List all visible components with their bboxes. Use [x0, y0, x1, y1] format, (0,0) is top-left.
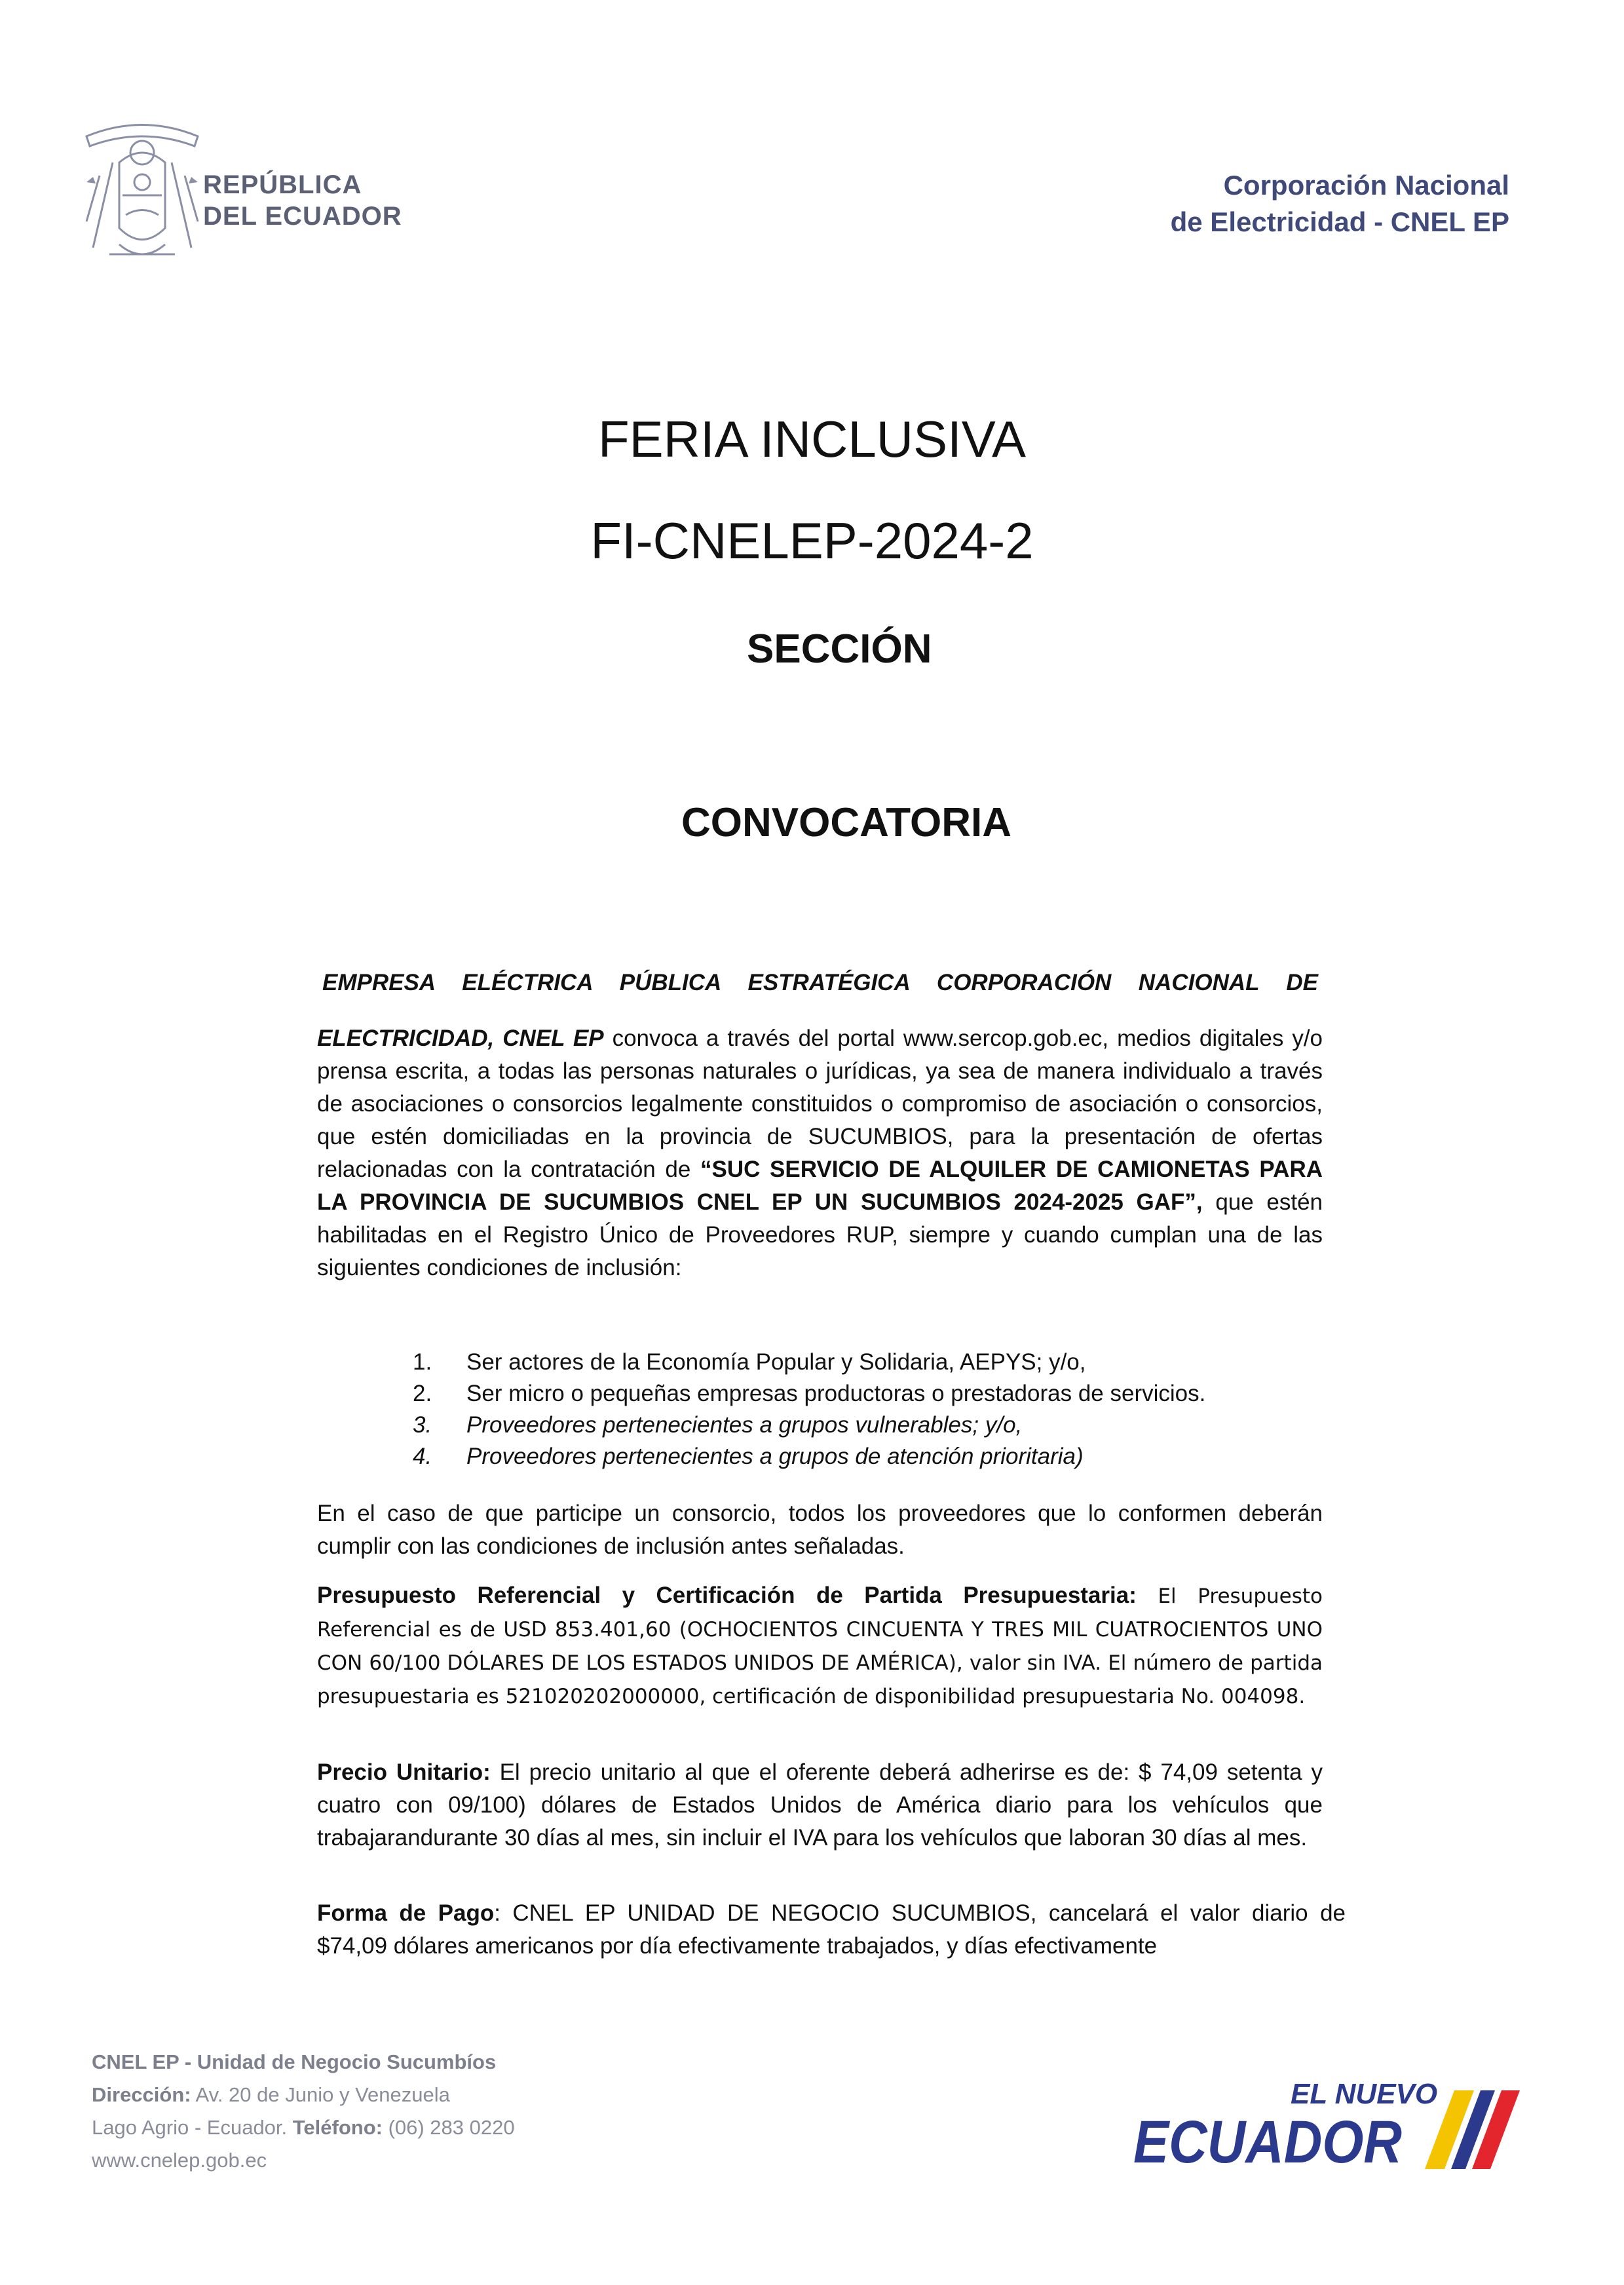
list-item: 4. Proveedores pertenecientes a grupos de atención prioritaria): [413, 1444, 1084, 1469]
logo-main-text: ECUADOR: [1133, 2109, 1402, 2176]
title-section: SECCIÓN: [747, 626, 932, 672]
pago-label: Forma de Pago: [317, 1900, 495, 1926]
paragraph-pago: [317, 1897, 1346, 1963]
entity-name: ELECTRICIDAD, CNEL EP: [317, 1026, 604, 1051]
logo-top-text: EL NUEVO: [1291, 2078, 1438, 2110]
cnel-name: [1171, 167, 1509, 240]
footer-unit: CNEL EP - Unidad de Negocio Sucumbíos: [92, 2050, 497, 2073]
precio-label: Precio Unitario:: [317, 1759, 491, 1785]
title-feria: FERIA INCLUSIVA: [597, 410, 1027, 468]
flag-stripes-icon: [1425, 2090, 1520, 2169]
presupuesto-text: El Presupuesto Referencial es de USD 853.401,60 (OCHOCIENTOS CINCUENTA Y TRES MIL CUATROCIENTOS UNO CON 60/100 DÓLARES DE LOS ESTADOS UNIDOS DE AMÉRICA), valor sin IVA. El número de partida presupuestaria es 521020202000000, certificación de disponibilidad presupuestaria No. 004098.: [317, 1584, 1323, 1708]
republic-line2: DEL ECUADOR: [203, 202, 402, 231]
presupuesto-label: Presupuesto Referencial y Certificación de Partida Presupuestaria:: [317, 1583, 1137, 1608]
paragraph-consorcio: En el caso de que participe un consorcio, todos los proveedores que lo conformen deberán cumplir con las condiciones de inclusión antes señaladas.: [317, 1501, 1323, 1559]
list-item: 3. Proveedores pertenecientes a grupos vulnerables; y/o,: [413, 1412, 1023, 1438]
paragraph-convocatoria: [317, 1022, 1323, 1284]
title-convocatoria: CONVOCATORIA: [681, 800, 1012, 845]
footer-address: [92, 2046, 515, 2177]
footer-tel-value: (06) 283 0220: [382, 2116, 515, 2139]
p1-text1: convoca a través del portal www.sercop.gob.ec, medios digitales y/o prensa escrita, a todas las personas naturales o jurídicas, ya sea de manera individualo a través de asociaciones o consorcios legalmente constituidos o compromiso de asociación o consorcios, que estén domiciliadas en la provincia de SUCUMBIOS, para la presentación de ofertas relacionadas con la contratación de: [317, 1026, 1323, 1182]
footer-dir-value: Av. 20 de Junio y Venezuela: [191, 2083, 450, 2106]
list-item: 2. Ser micro o pequeñas empresas productoras o prestadoras de servicios.: [413, 1381, 1206, 1406]
contract-name: “SUC SERVICIO DE ALQUILER DE CAMIONETAS PARA LA PROVINCIA DE SUCUMBIOS CNEL EP UN SUCUMBIOS 2024-2025 GAF”,: [317, 1157, 1323, 1215]
inclusion-list: [413, 1347, 1205, 1472]
paragraph-presupuesto: [317, 1579, 1323, 1713]
list-item: 1. Ser actores de la Economía Popular y Solidaria, AEPYS; y/o,: [413, 1349, 1086, 1375]
lead-line: EMPRESA ELÉCTRICA PÚBLICA ESTRATÉGICA CORPORACIÓN NACIONAL DE: [322, 970, 1318, 995]
footer-tel-label: Teléfono:: [292, 2116, 383, 2139]
el-nuevo-ecuador-logo: [1127, 2071, 1533, 2182]
paragraph-precio: [317, 1756, 1323, 1854]
republic-line1: REPÚBLICA: [203, 170, 362, 199]
coat-of-arms-icon: [73, 117, 211, 267]
footer-city: Lago Agrio - Ecuador.: [92, 2116, 293, 2139]
republic-name: [203, 169, 402, 232]
cnel-line2: de Electricidad - CNEL EP: [1170, 206, 1509, 237]
p1-text2: que estén habilitadas en el Registro Único de Proveedores RUP, siempre y cuando cumplan una de las siguientes condiciones de inclusión:: [317, 1189, 1323, 1280]
title-code: FI-CNELEP-2024-2: [590, 512, 1034, 569]
precio-text: El precio unitario al que el oferente deberá adherirse es de: $ 74,09 setenta y cuatro con 09/100) dólares de Estados Unidos de América diario para los vehículos que trabajarandurante 30 días al mes, sin incluir el IVA para los vehículos que laboran 30 días al mes.: [317, 1759, 1323, 1851]
cnel-line1: Corporación Nacional: [1223, 170, 1509, 201]
footer-dir-label: Dirección:: [92, 2083, 191, 2106]
footer-web: www.cnelep.gob.ec: [92, 2149, 267, 2172]
pago-text: : CNEL EP UNIDAD DE NEGOCIO SUCUMBIOS, cancelará el valor diario de $74,09 dólares americanos por día efectivamente trabajados, y días efectivamente: [317, 1900, 1346, 1959]
